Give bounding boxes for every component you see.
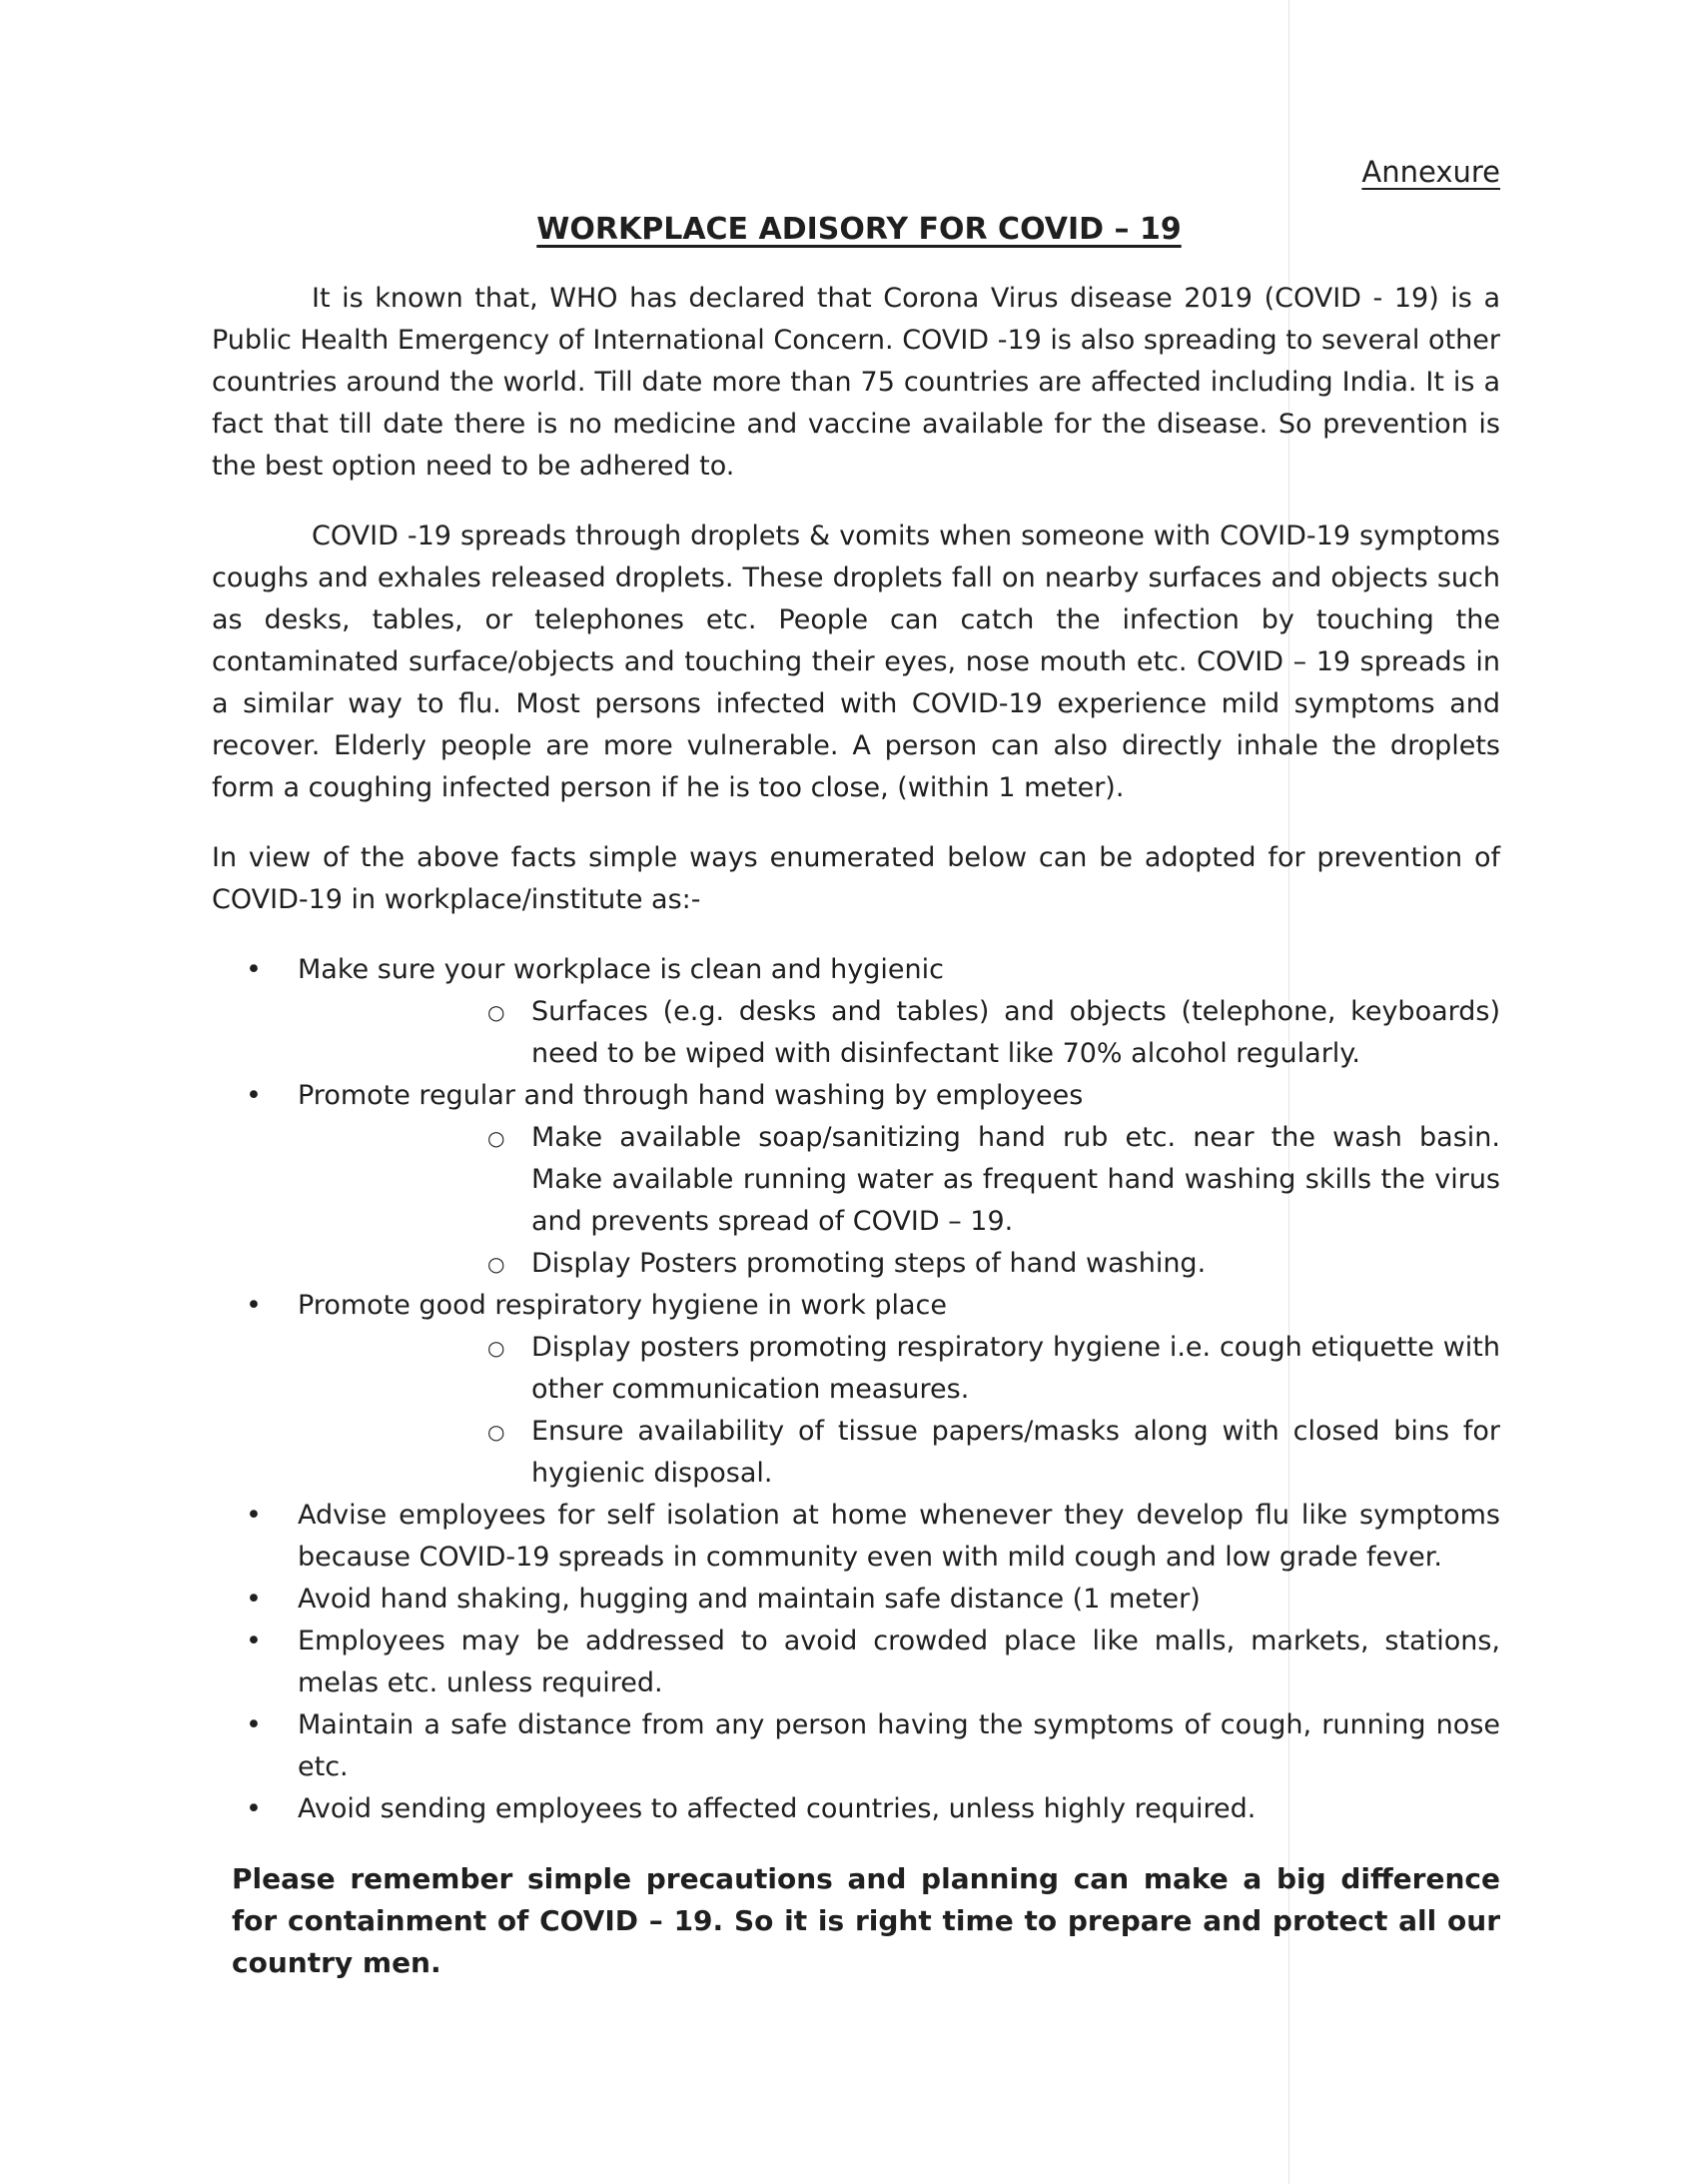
document-body <box>212 278 1500 2012</box>
sub-list <box>298 1327 1500 1495</box>
sub-list <box>298 991 1500 1075</box>
sub-list-item: ○ Display Posters promoting steps of hand washing. <box>487 1243 1500 1285</box>
sub-list-item: ○ Surfaces (e.g. desks and tables) and objects (telephone, keyboards) need to be wiped with disinfectant like 70% alcohol regularly. <box>487 991 1500 1075</box>
list-item <box>212 1285 1500 1495</box>
document-title: WORKPLACE ADISORY FOR COVID – 19 <box>536 212 1182 247</box>
list-item-text: Promote regular and through hand washing by employees <box>298 1080 1084 1111</box>
paragraph-spread: COVID -19 spreads through droplets & vomits when someone with COVID-19 symptoms coughs and exhales released droplets. These droplets fall on nearby surfaces and objects such as desks, tables, or telephones etc. People can catch the infection by touching the contaminated surface/objects and touching their eyes, nose mouth etc. COVID – 19 spreads in a similar way to flu. Most persons infected with COVID-19 experience mild symptoms and recover. Elderly people are more vulnerable. A person can also directly inhale the droplets form a coughing infected person if he is too close, (within 1 meter). <box>212 521 1500 803</box>
paragraph-prevention-intro: In view of the above facts simple ways enumerated below can be adopted for prevention of COVID-19 in workplace/institute as:- <box>212 842 1500 915</box>
list-item-text: Promote good respiratory hygiene in work place <box>298 1290 947 1321</box>
sub-list <box>298 1117 1500 1285</box>
list-item: • Advise employees for self isolation at home whenever they develop flu like symptoms because COVID-19 spreads in community even with mild cough and low grade fever. <box>212 1495 1500 1579</box>
annexure-label: Annexure <box>1361 155 1500 189</box>
list-item: • Employees may be addressed to avoid crowded place like malls, markets, stations, melas etc. unless required. <box>212 1621 1500 1704</box>
list-item-text: Make sure your workplace is clean and hygienic <box>298 954 944 985</box>
paragraph-intro: It is known that, WHO has declared that Corona Virus disease 2019 (COVID - 19) is a Public Health Emergency of International Concern. COVID -19 is also spreading to several other countries around the world. Till date more than 75 countries are affected including India. It is a fact that till date there is no medicine and vaccine available for the disease. So prevention is the best option need to be adhered to. <box>212 283 1500 482</box>
list-item <box>212 949 1500 1075</box>
list-item: • Avoid hand shaking, hugging and maintain safe distance (1 meter) <box>212 1579 1500 1621</box>
sub-list-item: ○ Make available soap/sanitizing hand rub etc. near the wash basin. Make available running water as frequent hand washing skills the virus and prevents spread of COVID – 19. <box>487 1117 1500 1243</box>
list-item: • Avoid sending employees to affected countries, unless highly required. <box>212 1788 1500 1830</box>
closing-statement: Please remember simple precautions and planning can make a big difference for containment of COVID – 19. So it is right time to prepare and protect all our country men. <box>232 1862 1500 1979</box>
sub-list-item: ○ Ensure availability of tissue papers/masks along with closed bins for hygienic disposal. <box>487 1411 1500 1495</box>
list-item: • Maintain a safe distance from any person having the symptoms of cough, running nose etc. <box>212 1704 1500 1788</box>
list-item <box>212 1075 1500 1285</box>
prevention-list <box>212 949 1500 1830</box>
sub-list-item: ○ Display posters promoting respiratory hygiene i.e. cough etiquette with other communication measures. <box>487 1327 1500 1411</box>
